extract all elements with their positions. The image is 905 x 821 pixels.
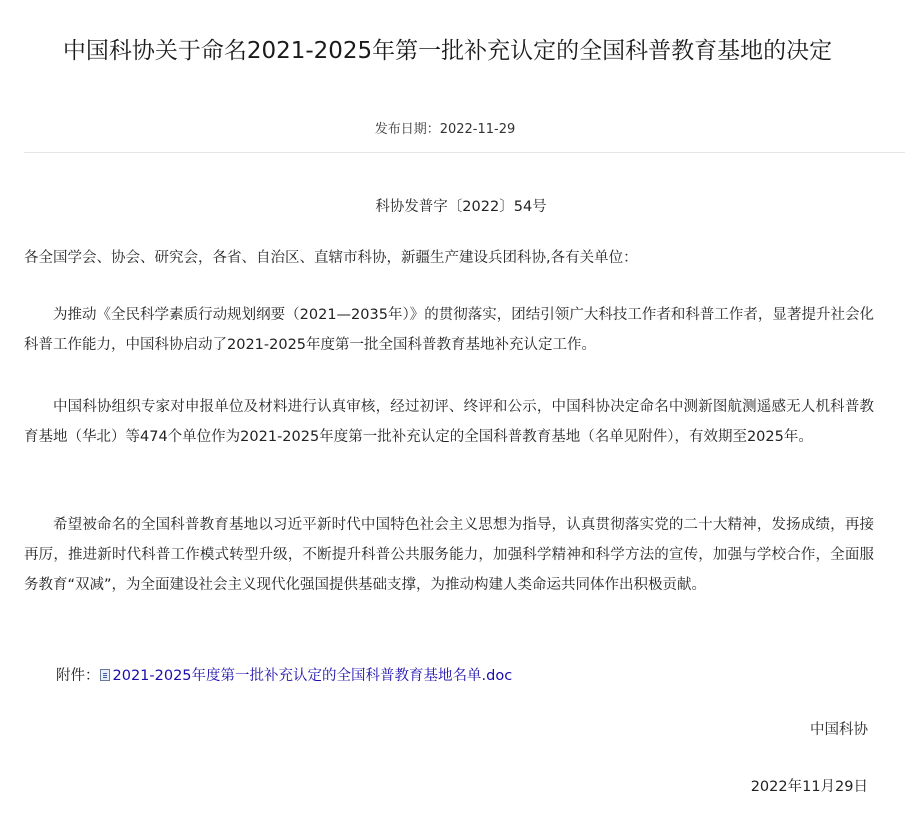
publish-date-line: [0, 118, 890, 137]
attachment-label: 附件：: [56, 668, 100, 684]
attachment-line: [56, 663, 512, 689]
document-number: 科协发普字〔2022〕54号: [375, 199, 547, 215]
body-paragraph-3: 希望被命名的全国科普教育基地以习近平新时代中国特色社会主义思想为指导，认真贯彻落实党的二十大精神，发扬成绩，再接再厉，推进新时代科普工作模式转型升级，不断提升科普公共服务能力，加强科学精神和科学方法的宣传，加强与学校合作，全面服务教育“双减”，为全面建设社会主义现代化强国提供基础支撑，为推动构建人类命运共同体作出积极贡献。: [24, 517, 874, 593]
publish-date-label: 发布日期：: [374, 122, 440, 137]
attachment-link[interactable]: [100, 668, 513, 684]
signature: 中国科协: [810, 722, 868, 738]
body-paragraph-1: 为推动《全民科学素质行动规划纲要（2021—2035年）》的贯彻落实，团结引领广大科技工作者和科普工作者，显著提升社会化科普工作能力，中国科协启动了2021-2025年度第一批全国科普教育基地补充认定工作。: [24, 307, 874, 353]
salutation: 各全国学会、协会、研究会，各省、自治区、直辖市科协，新疆生产建设兵团科协,各有关单位：: [24, 250, 638, 266]
page-title: 中国科协关于命名2021-2025年第一批补充认定的全国科普教育基地的决定: [62, 38, 833, 64]
attachment-link-text: 2021-2025年度第一批补充认定的全国科普教育基地名单.doc: [112, 668, 513, 684]
body-paragraph-2: 中国科协组织专家对申报单位及材料进行认真审核，经过初评、终评和公示，中国科协决定命名中测新图航测遥感无人机科普教育基地（华北）等474个单位作为2021-2025年度第一批补充认定的全国科普教育基地（名单见附件），有效期至2025年。: [24, 399, 874, 445]
doc-file-icon: [100, 669, 110, 681]
signature-date: 2022年11月29日: [750, 779, 868, 795]
publish-date-value: 2022-11-29: [439, 122, 516, 137]
header-divider: [24, 152, 905, 153]
